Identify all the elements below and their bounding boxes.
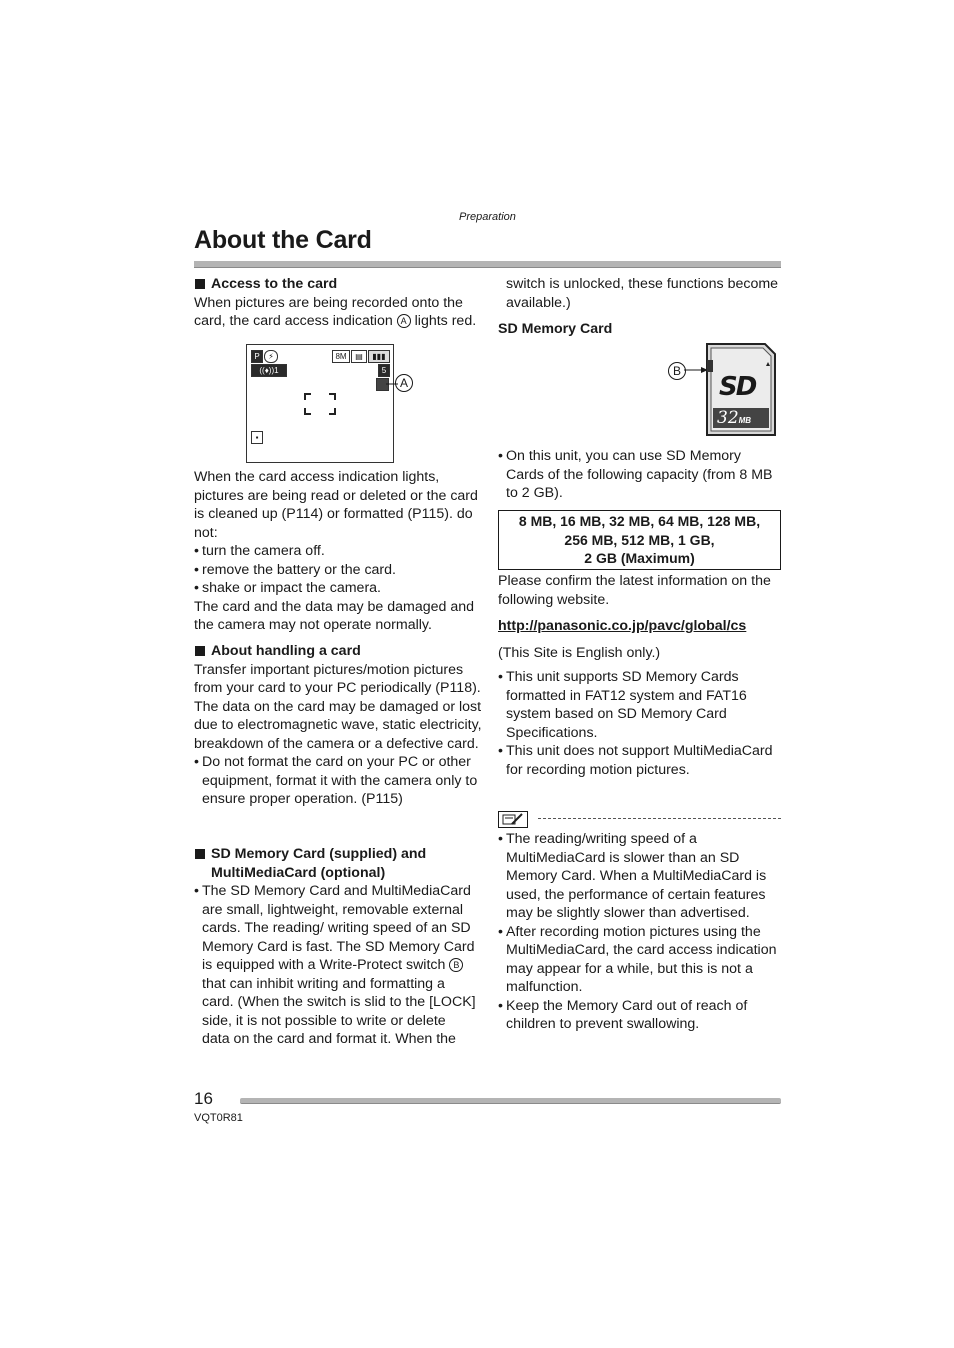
confirm-text: Please confirm the latest information on the following website. <box>498 573 771 608</box>
camera-lcd-illustration <box>246 344 394 463</box>
list-item: • After recording motion pictures using the MultiMediaCard, the card access indication may appear for a while, but this is not a malfunction. <box>498 923 777 995</box>
remaining-count: 5 <box>378 364 390 377</box>
af-frame-corner <box>329 408 336 415</box>
list-item: • turn the camera off. <box>194 543 325 559</box>
handling-body: Transfer important pictures/motion pictures from your card to your PC periodically (P118). The data on the card may be damaged or lost due to electromagnetic wave, static electricity, breakdown of the camera or a defective card. <box>194 661 482 752</box>
note-divider <box>498 811 781 827</box>
access-section <box>194 275 484 331</box>
access-warning: The card and the data may be damaged and the camera may not operate normally. <box>194 598 475 633</box>
access-heading: Access to the card <box>194 275 484 294</box>
access-after-text: When the card access indication lights, pictures are being read or deleted or the card is cleaned up (P114) or formatted (P115). do not: <box>194 469 478 541</box>
sd-card-illustration <box>705 342 777 437</box>
title-rule <box>194 261 781 268</box>
page-title: About the Card <box>194 226 372 254</box>
square-bullet-icon <box>195 849 205 859</box>
right-column-middle <box>498 572 781 779</box>
list-item: • Do not format the card on your PC or other equipment, format it with the camera only to ensure proper operation. (P115) <box>194 754 478 807</box>
stabilizer-icon: ((♦))1 <box>251 364 287 377</box>
list-item: • This unit does not support MultiMediaCard for recording motion pictures. <box>498 743 773 778</box>
handling-section <box>194 642 484 809</box>
picture-size-icon: 8M <box>332 350 350 363</box>
battery-icon: ▮▮▮ <box>368 350 390 363</box>
list-item: • The reading/writing speed of a MultiMediaCard is slower than an SD Memory Card. When a MultiMediaCard is used, the performance of certain features may be slightly slower than advertised. <box>498 831 767 921</box>
callout-b-label: B <box>668 362 686 380</box>
running-head: Preparation <box>459 211 516 223</box>
program-mode-icon: P <box>251 350 263 363</box>
quality-icon: ▤ <box>351 350 367 363</box>
sd-heading: SD Memory Card <box>498 321 613 337</box>
list-item: • Keep the Memory Card out of reach of children to prevent swallowing. <box>498 997 748 1032</box>
access-details <box>194 468 484 635</box>
dashed-rule <box>538 818 781 819</box>
continued-text: switch is unlocked, these functions become available.) <box>506 276 779 311</box>
list-item: • On this unit, you can use SD Memory Cards of the following capacity (from 8 MB to 2 GB). <box>498 448 773 501</box>
notes-section <box>498 830 781 1034</box>
access-intro: When pictures are being recorded onto the card, the card access indication A lights red. <box>194 294 477 329</box>
callout-a-marker: A <box>397 314 411 328</box>
af-frame-corner <box>329 393 336 400</box>
af-frame-corner <box>304 408 311 415</box>
callout-b-marker: B <box>449 958 463 972</box>
callout-a-label: A <box>395 374 413 392</box>
handling-heading: About handling a card <box>194 642 484 661</box>
capacity-intro <box>498 447 781 503</box>
note-pencil-icon <box>498 811 528 828</box>
af-frame-corner <box>304 393 311 400</box>
square-bullet-icon <box>195 646 205 656</box>
english-note: (This Site is English only.) <box>498 644 661 661</box>
model-code: VQT0R81 <box>194 1112 243 1124</box>
list-item: • This unit supports SD Memory Cards formatted in FAT12 system and FAT16 system based on SD Memory Card Specifications. <box>498 669 747 741</box>
af-mode-icon: ▪ <box>251 431 263 444</box>
support-url-link[interactable]: http://panasonic.co.jp/pavc/global/cs <box>498 618 747 634</box>
square-bullet-icon <box>195 279 205 289</box>
page-number: 16 <box>194 1089 213 1108</box>
right-column-top <box>498 275 781 339</box>
list-item: • The SD Memory Card and MultiMediaCard are small, lightweight, removable external cards. The reading/ writing speed of an SD Memory Card is fast. The SD Memory Card is equipped with a Write-Protect switch B that can inhibit writing and formatting a card. (When the switch is slid to the [LOCK] side, it is not possible to write or delete data on the card and format it. When the <box>194 883 476 1047</box>
flash-off-icon: ⚡ <box>264 350 278 363</box>
capacity-table: 8 MB, 16 MB, 32 MB, 64 MB, 128 MB, 256 MB, 512 MB, 1 GB, 2 GB (Maximum) <box>498 510 781 570</box>
sd-mmc-section <box>194 845 476 1049</box>
list-item: • remove the battery or the card. <box>194 561 396 578</box>
sd-logo: SD <box>719 372 756 402</box>
footer-rule <box>240 1098 781 1104</box>
list-item: • shake or impact the camera. <box>194 580 381 596</box>
sd-mmc-heading: SD Memory Card (supplied) and MultiMediaCard (optional) <box>194 845 476 882</box>
card-capacity-label: 32MB <box>713 408 769 428</box>
